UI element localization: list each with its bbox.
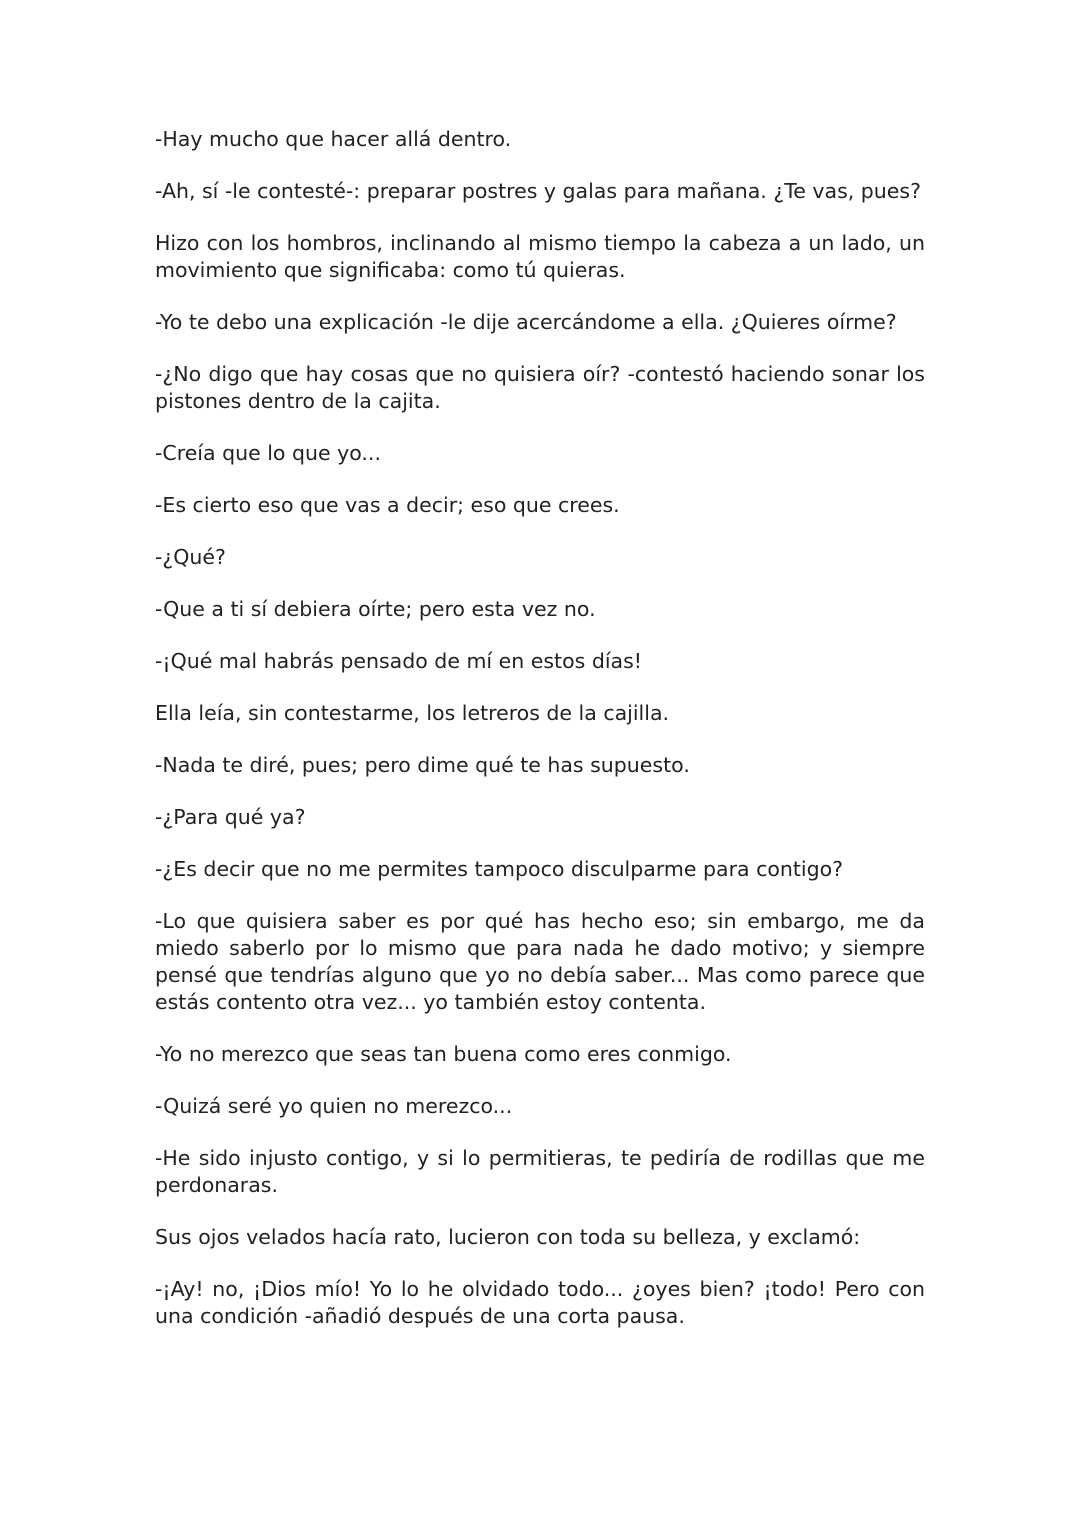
paragraph: -He sido injusto contigo, y si lo permitieras, te pediría de rodillas que me perdonaras. — [155, 1146, 925, 1197]
paragraph: Ella leía, sin contestarme, los letreros de la cajilla. — [155, 701, 670, 725]
paragraph: Hizo con los hombros, inclinando al mismo tiempo la cabeza a un lado, un movimiento que significaba: como tú quieras. — [155, 231, 925, 282]
paragraph: -¿No digo que hay cosas que no quisiera oír? -contestó haciendo sonar los pistones dentro de la cajita. — [155, 362, 925, 413]
document-text — [155, 126, 925, 1355]
paragraph: -Ah, sí -le contesté-: preparar postres y galas para mañana. ¿Te vas, pues? — [155, 179, 921, 203]
paragraph: -¿Qué? — [155, 545, 226, 569]
paragraph: -Hay mucho que hacer allá dentro. — [155, 127, 512, 151]
paragraph: -¿Para qué ya? — [155, 805, 306, 829]
paragraph: -¡Qué mal habrás pensado de mí en estos días! — [155, 649, 642, 673]
paragraph: -Es cierto eso que vas a decir; eso que crees. — [155, 493, 620, 517]
paragraph: -Que a ti sí debiera oírte; pero esta vez no. — [155, 597, 596, 621]
paragraph: -Yo te debo una explicación -le dije acercándome a ella. ¿Quieres oírme? — [155, 310, 897, 334]
paragraph: -Nada te diré, pues; pero dime qué te has supuesto. — [155, 753, 690, 777]
paragraph: -Quizá seré yo quien no merezco... — [155, 1094, 513, 1118]
paragraph: -Lo que quisiera saber es por qué has hecho eso; sin embargo, me da miedo saberlo por lo mismo que para nada he dado motivo; y siempre pensé que tendrías alguno que yo no debía saber... Mas como parece que estás contento otra vez... yo también estoy contenta. — [155, 909, 925, 1014]
paragraph: -Creía que lo que yo... — [155, 441, 381, 465]
paragraph: -¡Ay! no, ¡Dios mío! Yo lo he olvidado todo... ¿oyes bien? ¡todo! Pero con una condición -añadió después de una corta pausa. — [155, 1277, 925, 1328]
paragraph: -Yo no merezco que seas tan buena como eres conmigo. — [155, 1042, 732, 1066]
paragraph: Sus ojos velados hacía rato, lucieron con toda su belleza, y exclamó: — [155, 1225, 861, 1249]
paragraph: -¿Es decir que no me permites tampoco disculparme para contigo? — [155, 857, 844, 881]
